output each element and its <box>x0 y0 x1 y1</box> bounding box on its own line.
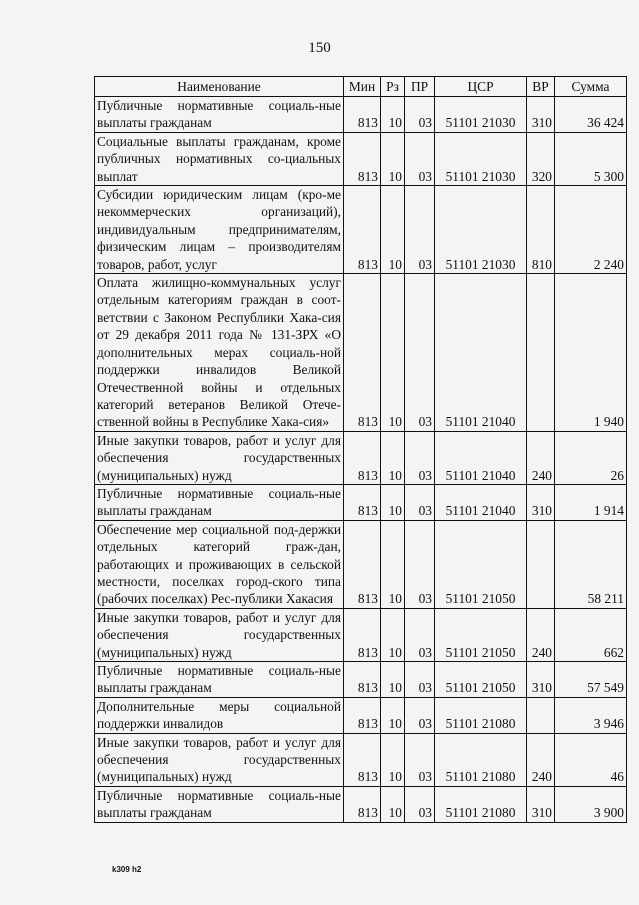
cell-vr: 320 <box>527 132 555 185</box>
cell-vr <box>527 697 555 733</box>
cell-pr: 03 <box>405 484 435 520</box>
cell-sum: 1 940 <box>555 274 627 432</box>
cell-sum: 46 <box>555 733 627 786</box>
cell-rz: 10 <box>381 186 405 274</box>
cell-rz: 10 <box>381 697 405 733</box>
cell-rz: 10 <box>381 608 405 661</box>
cell-name: Социальные выплаты гражданам, кроме публичных нормативных со-циальных выплат <box>95 132 344 185</box>
cell-vr: 310 <box>527 786 555 822</box>
cell-min: 813 <box>344 484 381 520</box>
cell-min: 813 <box>344 608 381 661</box>
cell-csr: 51101 21050 <box>435 662 527 698</box>
table-row <box>95 274 627 432</box>
cell-min: 813 <box>344 662 381 698</box>
table-row <box>95 697 627 733</box>
cell-rz: 10 <box>381 733 405 786</box>
cell-min: 813 <box>344 132 381 185</box>
cell-name: Публичные нормативные социаль-ные выплаты гражданам <box>95 97 344 133</box>
cell-rz: 10 <box>381 274 405 432</box>
cell-vr: 310 <box>527 97 555 133</box>
cell-rz: 10 <box>381 132 405 185</box>
cell-sum: 36 424 <box>555 97 627 133</box>
cell-name: Иные закупки товаров, работ и услуг для обеспечения государственных (муниципальных) нужд <box>95 431 344 484</box>
cell-csr: 51101 21050 <box>435 608 527 661</box>
cell-vr <box>527 274 555 432</box>
table-row <box>95 132 627 185</box>
cell-sum: 58 211 <box>555 520 627 608</box>
header-sum: Сумма <box>555 77 627 97</box>
cell-min: 813 <box>344 733 381 786</box>
cell-csr: 51101 21030 <box>435 132 527 185</box>
cell-csr: 51101 21080 <box>435 733 527 786</box>
cell-csr: 51101 21040 <box>435 431 527 484</box>
cell-min: 813 <box>344 697 381 733</box>
cell-csr: 51101 21030 <box>435 186 527 274</box>
page-number: 150 <box>308 40 331 56</box>
cell-csr: 51101 21030 <box>435 97 527 133</box>
cell-name: Публичные нормативные социаль-ные выплаты гражданам <box>95 662 344 698</box>
header-csr: ЦСР <box>435 77 527 97</box>
table-row <box>95 786 627 822</box>
table-row <box>95 733 627 786</box>
cell-pr: 03 <box>405 132 435 185</box>
header-row <box>95 77 627 97</box>
cell-min: 813 <box>344 431 381 484</box>
cell-vr: 240 <box>527 431 555 484</box>
cell-min: 813 <box>344 97 381 133</box>
cell-pr: 03 <box>405 520 435 608</box>
cell-pr: 03 <box>405 608 435 661</box>
cell-name: Иные закупки товаров, работ и услуг для обеспечения государственных (муниципальных) нужд <box>95 608 344 661</box>
table-row <box>95 97 627 133</box>
cell-rz: 10 <box>381 484 405 520</box>
cell-sum: 1 914 <box>555 484 627 520</box>
cell-name: Публичные нормативные социаль-ные выплаты гражданам <box>95 786 344 822</box>
cell-vr: 240 <box>527 733 555 786</box>
cell-sum: 5 300 <box>555 132 627 185</box>
cell-name: Дополнительные меры социальной поддержки инвалидов <box>95 697 344 733</box>
footer-code: k309 h2 <box>112 865 142 874</box>
budget-table <box>94 76 627 823</box>
cell-vr: 240 <box>527 608 555 661</box>
cell-min: 813 <box>344 274 381 432</box>
header-vr: ВР <box>527 77 555 97</box>
table-row <box>95 662 627 698</box>
cell-pr: 03 <box>405 97 435 133</box>
cell-rz: 10 <box>381 662 405 698</box>
cell-vr: 810 <box>527 186 555 274</box>
cell-name: Иные закупки товаров, работ и услуг для обеспечения государственных (муниципальных) нужд <box>95 733 344 786</box>
cell-csr: 51101 21050 <box>435 520 527 608</box>
table-row <box>95 431 627 484</box>
cell-sum: 26 <box>555 431 627 484</box>
table-row <box>95 608 627 661</box>
cell-csr: 51101 21040 <box>435 274 527 432</box>
cell-pr: 03 <box>405 733 435 786</box>
cell-pr: 03 <box>405 662 435 698</box>
cell-csr: 51101 21080 <box>435 786 527 822</box>
cell-sum: 57 549 <box>555 662 627 698</box>
cell-csr: 51101 21040 <box>435 484 527 520</box>
cell-csr: 51101 21080 <box>435 697 527 733</box>
cell-vr <box>527 520 555 608</box>
table-row <box>95 186 627 274</box>
cell-pr: 03 <box>405 697 435 733</box>
cell-pr: 03 <box>405 431 435 484</box>
cell-vr: 310 <box>527 484 555 520</box>
cell-rz: 10 <box>381 786 405 822</box>
cell-name: Публичные нормативные социаль-ные выплаты гражданам <box>95 484 344 520</box>
cell-sum: 3 900 <box>555 786 627 822</box>
cell-pr: 03 <box>405 786 435 822</box>
cell-rz: 10 <box>381 431 405 484</box>
cell-rz: 10 <box>381 520 405 608</box>
header-rz: Рз <box>381 77 405 97</box>
cell-vr: 310 <box>527 662 555 698</box>
cell-pr: 03 <box>405 274 435 432</box>
header-min: Мин <box>344 77 381 97</box>
cell-sum: 3 946 <box>555 697 627 733</box>
table-row <box>95 484 627 520</box>
table-row <box>95 520 627 608</box>
cell-min: 813 <box>344 786 381 822</box>
header-pr: ПР <box>405 77 435 97</box>
cell-pr: 03 <box>405 186 435 274</box>
cell-name: Обеспечение мер социальной под-держки отдельных категорий граж-дан, работающих и проживающих в сельской местности, поселках город-ского типа (рабочих поселках) Рес-публики Хакасия <box>95 520 344 608</box>
cell-rz: 10 <box>381 97 405 133</box>
cell-min: 813 <box>344 186 381 274</box>
header-name: Наименование <box>95 77 344 97</box>
cell-name: Субсидии юридическим лицам (кро-ме некоммерческих организаций), индивидуальным предпринимателям, физическим лицам – производителям товаров, работ, услуг <box>95 186 344 274</box>
cell-name: Оплата жилищно-коммунальных услуг отдельным категориям граждан в соот-ветствии с Законом Республики Хака-сия от 29 декабря 2011 года № 131-ЗРХ «О дополнительных мерах социаль-ной поддержки инвалидов Великой Отечественной войны и отдельных категорий ветеранов Великой Отече-ственной войны в Республике Хака-сия» <box>95 274 344 432</box>
cell-sum: 662 <box>555 608 627 661</box>
cell-min: 813 <box>344 520 381 608</box>
cell-sum: 2 240 <box>555 186 627 274</box>
